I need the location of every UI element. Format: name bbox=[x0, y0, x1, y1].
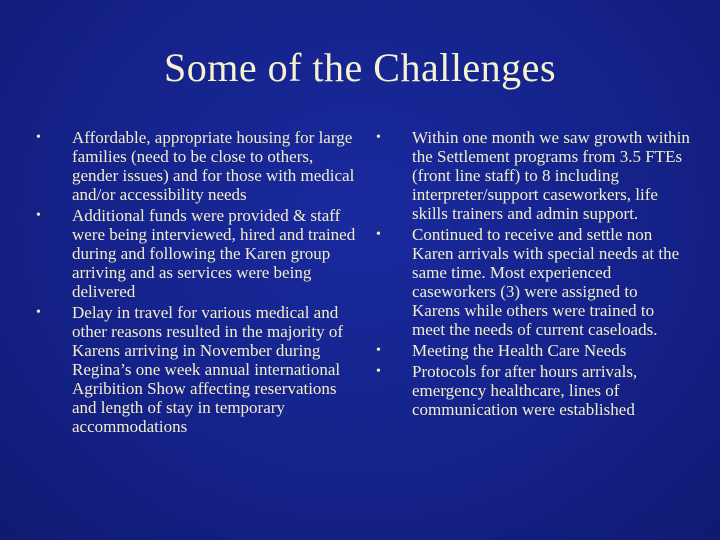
list-item bbox=[368, 225, 690, 339]
list-item bbox=[28, 206, 358, 301]
bullet-text: Affordable, appropriate housing for large families (need to be close to others, gender issues) and for those with medical and/or accessibility needs bbox=[72, 128, 355, 204]
list-item bbox=[368, 341, 690, 360]
bullet-text: Within one month we saw growth within the Settlement programs from 3.5 FTEs (front line staff) to 8 including interpreter/support caseworkers, life skills trainers and admin support. bbox=[412, 128, 690, 223]
bullet-icon: • bbox=[376, 364, 381, 379]
list-item bbox=[368, 128, 690, 223]
bullet-text: Meeting the Health Care Needs bbox=[412, 341, 627, 360]
bullet-text: Protocols for after hours arrivals, emergency healthcare, lines of communication were established bbox=[412, 362, 638, 419]
list-item bbox=[28, 128, 358, 204]
bullet-text: Additional funds were provided & staff were being interviewed, hired and trained during and following the Karen group arriving and as services were being delivered bbox=[72, 206, 356, 301]
bullet-text: Continued to receive and settle non Karen arrivals with special needs at the same time. Most experienced caseworkers (3) were assigned to Karens while others were trained to meet the needs of current caseloads. bbox=[412, 225, 680, 339]
bullet-icon: • bbox=[376, 227, 381, 242]
list-item bbox=[368, 362, 690, 419]
bullet-icon: • bbox=[36, 130, 41, 145]
bullet-text: Delay in travel for various medical and other reasons resulted in the majority of Karens arriving in November during Regina’s one week annual international Agribition Show affecting reservations and length of stay in temporary accommodations bbox=[72, 303, 343, 436]
right-bullet-list bbox=[368, 128, 690, 421]
bullet-icon: • bbox=[376, 343, 381, 358]
list-item bbox=[28, 303, 358, 436]
bullet-icon: • bbox=[36, 305, 41, 320]
bullet-icon: • bbox=[376, 130, 381, 145]
left-bullet-list bbox=[28, 128, 358, 438]
bullet-icon: • bbox=[36, 208, 41, 223]
slide-title: Some of the Challenges bbox=[163, 45, 557, 90]
